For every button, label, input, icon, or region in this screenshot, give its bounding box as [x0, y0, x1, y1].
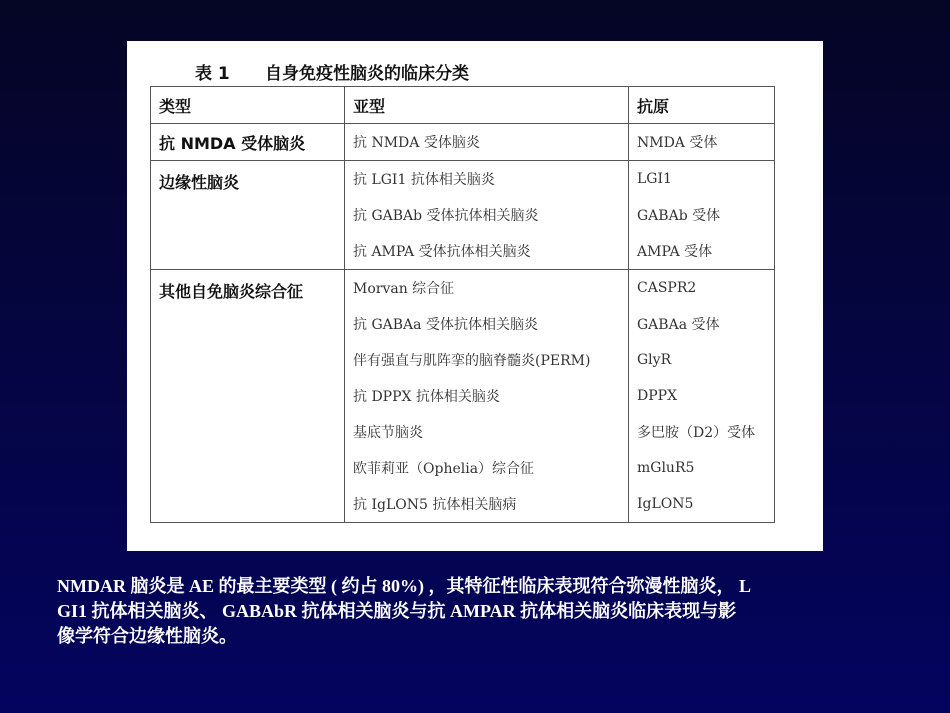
subtype-cell: 抗 DPPX 抗体相关脑炎: [345, 378, 629, 414]
table-header-row: [151, 87, 775, 124]
table-row: [151, 270, 775, 307]
summary-line: NMDAR 脑炎是 AE 的最主要类型 ( 约占 80%) ，其特征性临床表现符合弥漫性脑炎， L: [57, 576, 751, 596]
subtype-cell: 抗 LGI1 抗体相关脑炎: [345, 161, 629, 198]
table-row: [151, 161, 775, 198]
table-row: [151, 124, 775, 161]
table-title: 自身免疫性脑炎的临床分类: [265, 64, 469, 84]
antigen-cell: GABAb 受体: [629, 197, 775, 233]
antigen-cell: CASPR2: [629, 270, 775, 307]
subtype-cell: Morvan 综合征: [345, 270, 629, 307]
antigen-cell: DPPX: [629, 378, 775, 414]
header-antigen: 抗原: [629, 87, 775, 124]
subtype-cell: 抗 AMPA 受体抗体相关脑炎: [345, 233, 629, 270]
header-type: 类型: [151, 87, 345, 124]
subtype-cell: 基底节脑炎: [345, 414, 629, 450]
antigen-cell: GlyR: [629, 342, 775, 378]
classification-table: [150, 86, 775, 523]
summary-line: 像学符合边缘性脑炎。: [57, 626, 237, 646]
subtype-cell: 抗 GABAa 受体抗体相关脑炎: [345, 306, 629, 342]
antigen-cell: LGI1: [629, 161, 775, 198]
antigen-cell: IgLON5: [629, 486, 775, 523]
antigen-cell: GABAa 受体: [629, 306, 775, 342]
table-number: 表 1: [195, 64, 230, 84]
subtype-cell: 抗 GABAb 受体抗体相关脑炎: [345, 197, 629, 233]
type-cell: 边缘性脑炎: [151, 161, 345, 270]
type-cell: 其他自免脑炎综合征: [151, 270, 345, 523]
type-cell: 抗 NMDA 受体脑炎: [151, 124, 345, 161]
table-caption: [195, 59, 469, 84]
antigen-cell: AMPA 受体: [629, 233, 775, 270]
subtype-cell: 欧菲莉亚（Ophelia）综合征: [345, 450, 629, 486]
summary-text: [57, 574, 897, 649]
antigen-cell: NMDA 受体: [629, 124, 775, 161]
summary-line: GI1 抗体相关脑炎、 GABAbR 抗体相关脑炎与抗 AMPAR 抗体相关脑炎临床表现与影: [57, 601, 737, 621]
subtype-cell: 伴有强直与肌阵挛的脑脊髓炎(PERM): [345, 342, 629, 378]
antigen-cell: 多巴胺（D2）受体: [629, 414, 775, 450]
subtype-cell: 抗 NMDA 受体脑炎: [345, 124, 629, 161]
subtype-cell: 抗 IgLON5 抗体相关脑病: [345, 486, 629, 523]
header-subtype: 亚型: [345, 87, 629, 124]
antigen-cell: mGluR5: [629, 450, 775, 486]
